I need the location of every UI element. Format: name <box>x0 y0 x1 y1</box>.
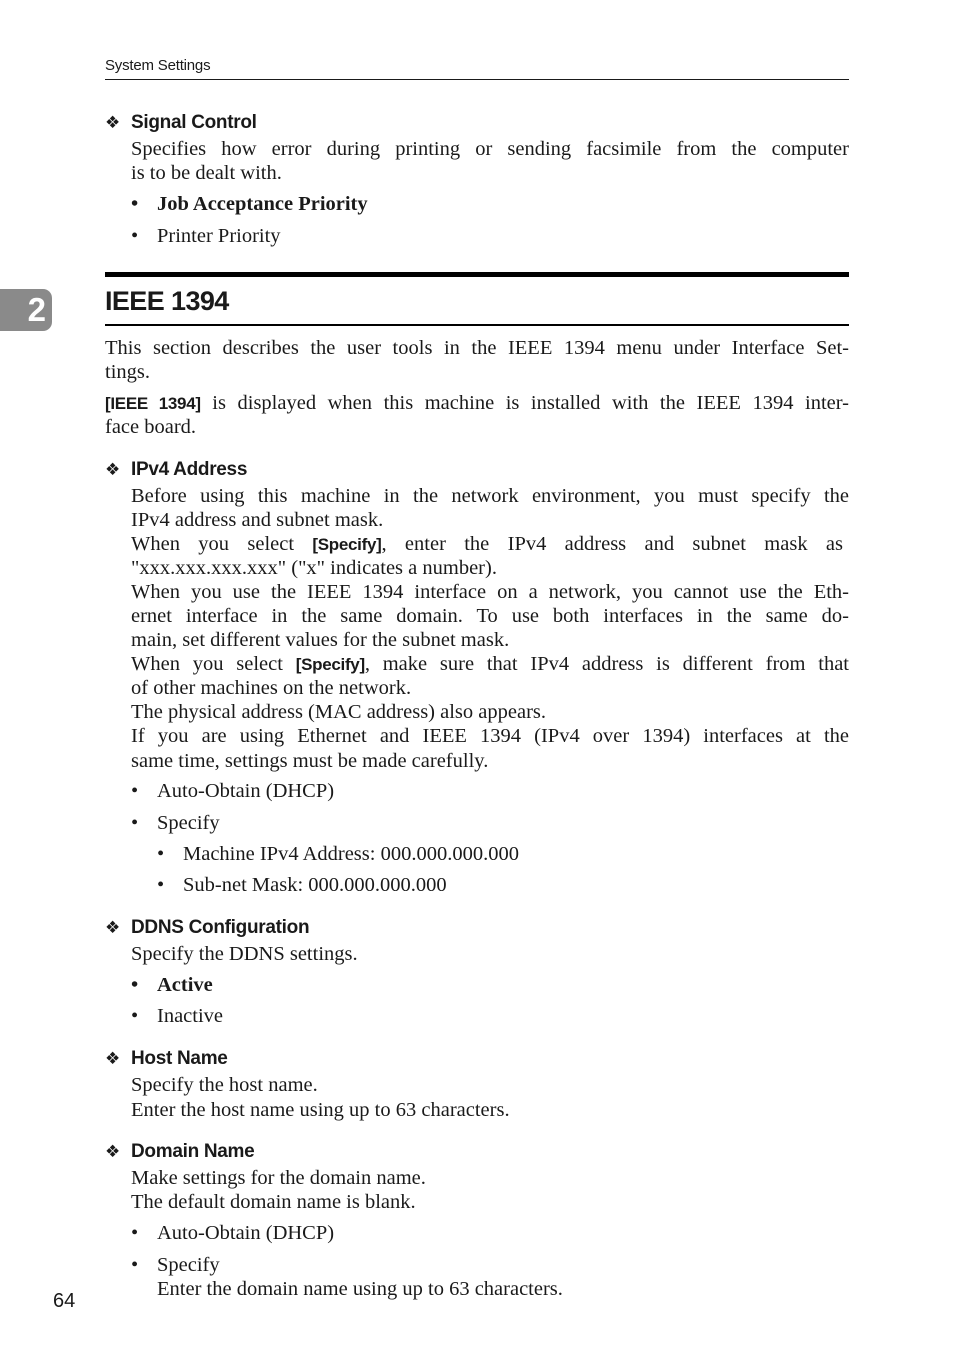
ipv4-paragraph: When you select [Specify], enter the IPv4 address and subnet mask as <box>131 533 843 555</box>
specify-key-label: [Specify] <box>295 655 365 674</box>
bullet-dot-icon: • <box>131 225 139 247</box>
section-title: IEEE 1394 <box>105 286 229 316</box>
list-item: • Specify <box>131 1254 220 1276</box>
bullet-dot-icon: • <box>131 1254 139 1276</box>
header-divider <box>105 79 849 80</box>
ipv4-paragraph: same time, settings must be made carefully. <box>131 750 489 772</box>
bullet-dot-icon: • <box>157 843 165 865</box>
domain-specify-note: Enter the domain name using up to 63 characters. <box>157 1278 563 1300</box>
domain-name-desc: Make settings for the domain name. <box>131 1167 426 1189</box>
bullet-dot-icon: • <box>131 974 139 996</box>
bullet-dot-icon: • <box>131 1005 139 1027</box>
ipv4-paragraph: When you select [Specify], make sure that IPv4 address is different from that <box>131 653 849 675</box>
ieee1394-key-label: [IEEE 1394] <box>105 394 201 413</box>
diamond-bullet-icon: ❖ <box>105 918 120 937</box>
list-item: • Specify <box>131 812 220 834</box>
bullet-dot-icon: • <box>131 780 139 802</box>
list-item: • Printer Priority <box>131 225 281 247</box>
ipv4-heading: ❖ IPv4 Address <box>105 459 248 480</box>
specify-key-label: [Specify] <box>312 535 382 554</box>
diamond-bullet-icon: ❖ <box>105 460 120 479</box>
signal-control-desc-cont: is to be dealt with. <box>131 162 282 184</box>
bullet-dot-icon: • <box>131 1222 139 1244</box>
signal-control-desc: Specifies how error during printing or sending facsimile from the computer <box>131 138 849 160</box>
domain-name-desc: The default domain name is blank. <box>131 1191 416 1213</box>
bullet-dot-icon: • <box>131 193 139 215</box>
ipv4-paragraph: IPv4 address and subnet mask. <box>131 509 384 531</box>
host-name-desc: Specify the host name. <box>131 1074 318 1096</box>
section-rule-top <box>105 272 849 277</box>
section-rule-bottom <box>105 324 849 326</box>
bullet-dot-icon: • <box>157 874 165 896</box>
list-item: • Auto-Obtain (DHCP) <box>131 1222 335 1244</box>
ipv4-paragraph: ernet interface in the same domain. To use both interfaces in the same do- <box>131 605 849 627</box>
host-name-desc: Enter the host name using up to 63 characters. <box>131 1099 510 1121</box>
ipv4-paragraph: of other machines on the network. <box>131 677 412 699</box>
ddns-heading: ❖ DDNS Configuration <box>105 917 310 938</box>
section-intro: This section describes the user tools in the IEEE 1394 menu under Interface Set- <box>105 337 849 359</box>
domain-name-heading: ❖ Domain Name <box>105 1141 255 1162</box>
diamond-bullet-icon: ❖ <box>105 1142 120 1161</box>
sub-list-item: • Machine IPv4 Address: 000.000.000.000 <box>157 843 519 865</box>
sub-list-item: • Sub-net Mask: 000.000.000.000 <box>157 874 447 896</box>
ipv4-paragraph: When you use the IEEE 1394 interface on a network, you cannot use the Eth- <box>131 581 849 603</box>
bullet-dot-icon: • <box>131 812 139 834</box>
list-item: • Auto-Obtain (DHCP) <box>131 780 335 802</box>
ipv4-paragraph: If you are using Ethernet and IEEE 1394 (IPv4 over 1394) interfaces at the <box>131 725 849 747</box>
signal-control-heading: ❖ Signal Control <box>105 112 257 133</box>
diamond-bullet-icon: ❖ <box>105 113 120 132</box>
diamond-bullet-icon: ❖ <box>105 1049 120 1068</box>
chapter-number: 2 <box>27 291 46 328</box>
list-item: • Active <box>131 974 213 996</box>
ipv4-paragraph: The physical address (MAC address) also appears. <box>131 701 547 723</box>
section-note-cont: face board. <box>105 416 197 438</box>
section-intro-cont: tings. <box>105 361 150 383</box>
ipv4-paragraph: Before using this machine in the network environment, you must specify the <box>131 485 849 507</box>
list-item: • Inactive <box>131 1005 224 1027</box>
running-header: System Settings <box>105 57 211 74</box>
section-note: [IEEE 1394] is displayed when this machine is installed with the IEEE 1394 inter- <box>105 392 849 414</box>
host-name-heading: ❖ Host Name <box>105 1048 228 1069</box>
page-number: 64 <box>53 1290 76 1312</box>
list-item: • Job Acceptance Priority <box>131 193 368 215</box>
ipv4-paragraph: main, set different values for the subnet mask. <box>131 629 510 651</box>
ipv4-paragraph: "xxx.xxx.xxx.xxx" ("x" indicates a number). <box>131 557 497 579</box>
ddns-desc: Specify the DDNS settings. <box>131 943 358 965</box>
